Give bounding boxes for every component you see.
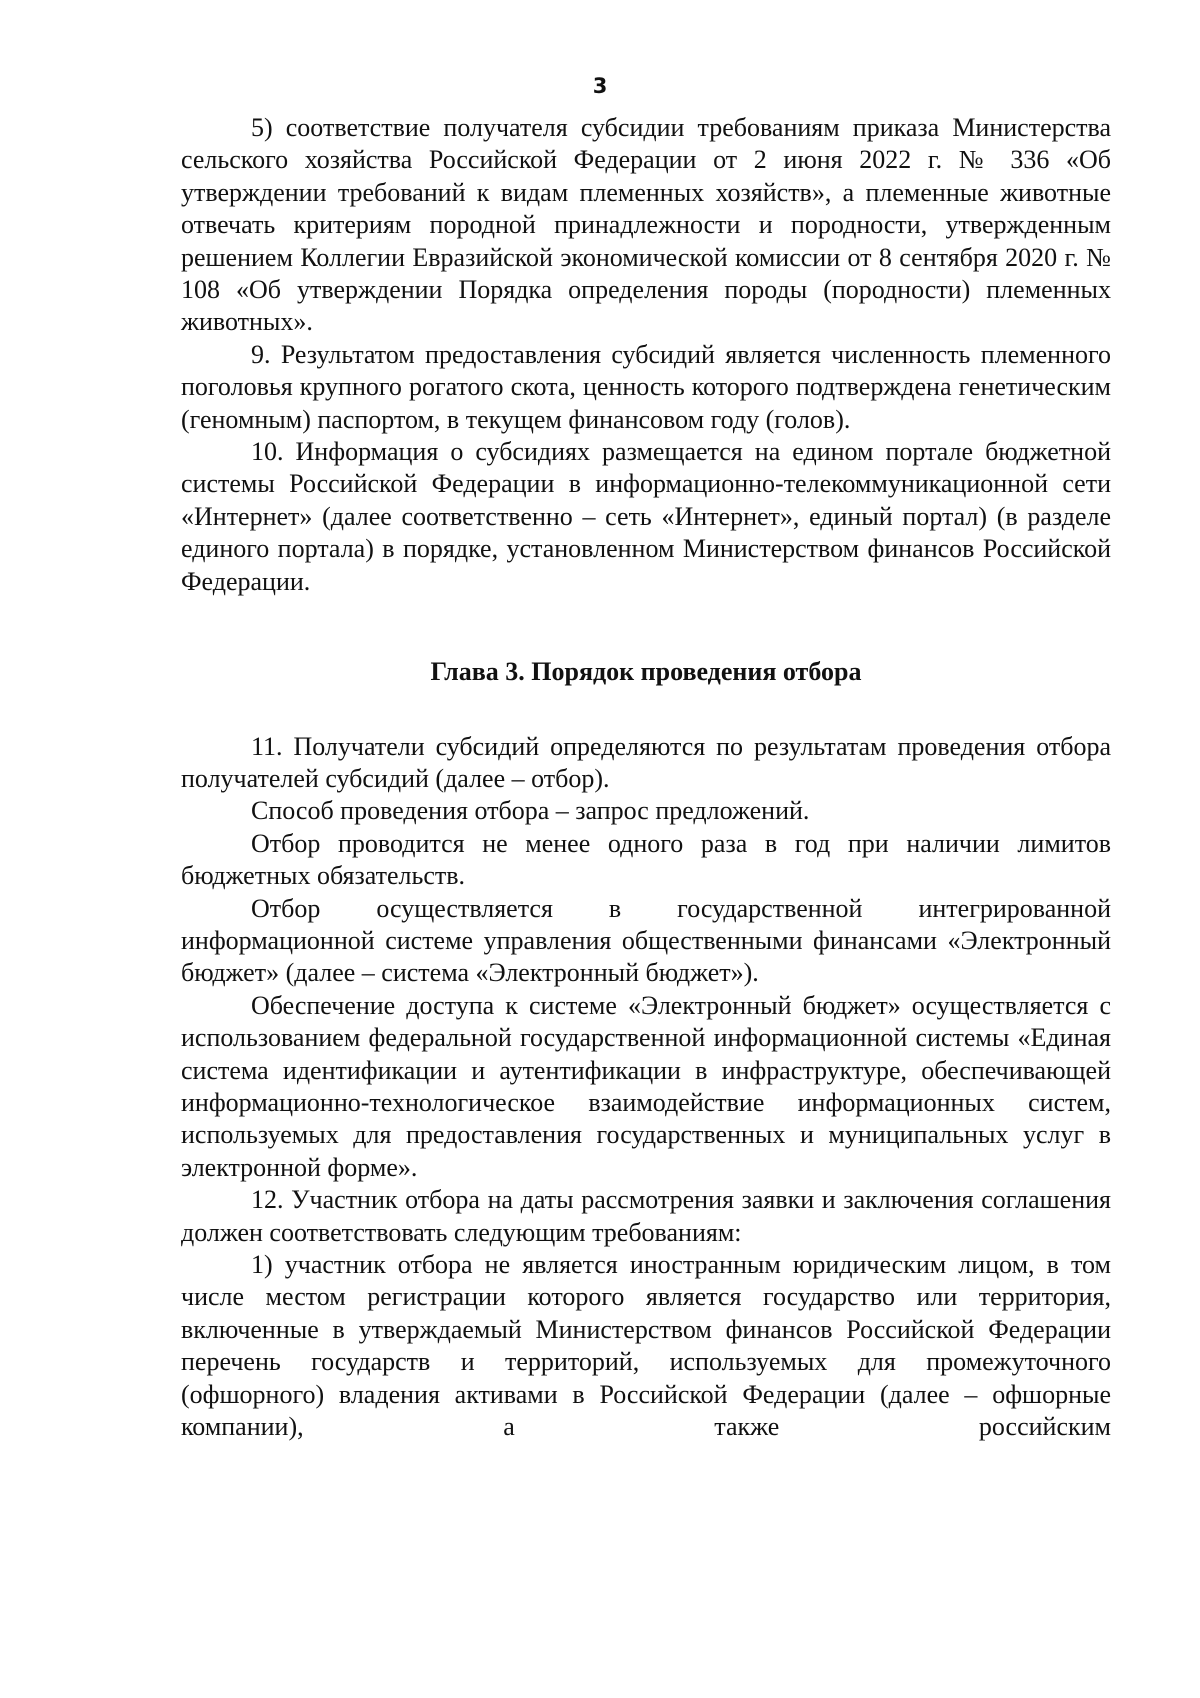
paragraph-selection-system: Отбор осуществляется в государственной интегрированной информационной системе управления общественными финансами «Электронный бюджет» (далее – система «Электронный бюджет»). (181, 893, 1111, 988)
paragraph-system-access: Обеспечение доступа к системе «Электронный бюджет» осуществляется с использованием федеральной государственной информационной системы «Единая система идентификации и аутентификации в инфраструктуре, обеспечивающей информационно-технологическое взаимодействие информационных систем, используемых для предоставления государственных и муниципальных услуг в электронной форме». (181, 990, 1111, 1182)
paragraph-requirement-1: 1) участник отбора не является иностранным юридическим лицом, в том числе местом регистрации которого является государство или территория, включенные в утверждаемый Министерством финансов Российской Федерации перечень государств и территорий, используемых для промежуточного (офшорного) владения активами в Российской Федерации (далее – офшорные компании), а также российским (181, 1250, 1111, 1442)
paragraph-10: 10. Информация о субсидиях размещается на едином портале бюджетной системы Российской Федерации в информационно-телекоммуникационной сети «Интернет» (далее соответственно – сеть «Интернет», единый портал) (в разделе единого портала) в порядке, установленном Министерством финансов Российской Федерации. (181, 437, 1111, 596)
paragraph-12: 12. Участник отбора на даты рассмотрения заявки и заключения соглашения должен соответствовать следующим требованиям: (181, 1185, 1111, 1247)
paragraph-11: 11. Получатели субсидий определяются по результатам проведения отбора получателей субсидий (далее – отбор). (181, 731, 1111, 793)
chapter-heading: Глава 3. Порядок проведения отбора (430, 657, 862, 687)
paragraph-selection-frequency: Отбор проводится не менее одного раза в год при наличии лимитов бюджетных обязательств. (181, 828, 1111, 891)
paragraph-item-5: 5) соответствие получателя субсидии требованиям приказа Министерства сельского хозяйства Российской Федерации от 2 июня 2022 г. № 336 «Об утверждении требований к видам племенных хозяйств», а племенные животные отвечать критериям породной принадлежности и породности, утвержденным решением Коллегии Евразийской экономической комиссии от 8 сентября 2020 г. № 108 «Об утверждении Порядка определения породы (породности) племенных животных». (181, 113, 1111, 337)
paragraph-9: 9. Результатом предоставления субсидий является численность племенного поголовья крупного рогатого скота, ценность которого подтверждена генетическим (геномным) паспортом, в текущем финансовом году (голов). (181, 339, 1111, 434)
page-number: 3 (592, 74, 608, 98)
document-body (181, 112, 1111, 1443)
paragraph-selection-method: Способ проведения отбора – запрос предложений. (251, 796, 810, 826)
